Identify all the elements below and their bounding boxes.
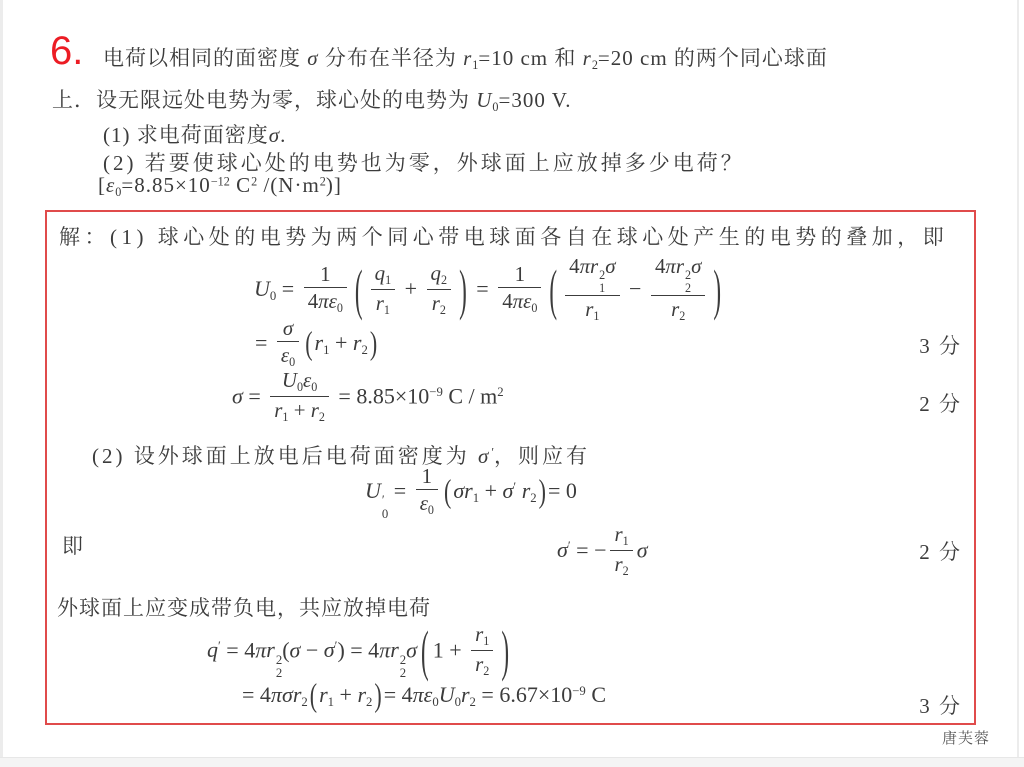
solution-intro: 解：(1) 球心处的电势为两个同心带电球面各自在球心处产生的电势的叠加，即 xyxy=(59,225,949,249)
formula-potential-superposition: $U_0$ = $\frac{1}{4\pi\varepsilon_0}$ ( $\frac{q_1}{r_1}$ + $\frac{q_2}{r_2}$ ) = $\frac{1}{4\pi\varepsilon_0}$ ( 4πr 2 1 σ $r_1$ − 4πr 2 2 σ $r_2$ ) xyxy=(254,254,722,324)
formula-sigma-prime: σ′ = − $\frac{r_1}{r_2}$ σ xyxy=(557,522,648,578)
right-edge-divider xyxy=(1017,0,1019,767)
formula-charge-value: = $4\pi\sigma r_2(r_1 + r_2)= 4\pi\varepsilon_0U_0r_2 = 6.67\times 10^{-9}$ C xyxy=(242,675,606,714)
author-signature: 唐芙蓉 xyxy=(941,731,990,747)
formula-zero-potential: U ′ 0 = $\frac{1}{\varepsilon_0}$ ($\sigma r_1 + \sigma'$ $r_2)= 0$ xyxy=(365,464,577,521)
score-3-first: 3 分 xyxy=(919,334,962,358)
score-3-second: 3 分 xyxy=(919,694,962,718)
problem-number: 6. xyxy=(50,29,84,73)
formula-charge-removed: q′ = 4πr 2 2 (σ − σ′) = 4πr 2 2 σ ( 1 + $\frac{r_1}{r_2}$ ) xyxy=(207,618,510,682)
score-2-second: 2 分 xyxy=(919,540,962,564)
thus-label: 即 xyxy=(62,534,84,558)
constant-note: [$\varepsilon_0=8.85\times 10^{-12}$ $C^2$ $/(N\cdot m^2)$] xyxy=(98,173,342,199)
conclusion-text: 外球面上应变成带负电，共应放掉电荷 xyxy=(57,596,431,620)
solution-box xyxy=(45,210,976,725)
problem-line-1: 电荷以相同的面密度 σ 分布在半径为 $r_1=10$ cm 和 $r_2=20$ cm 的两个同心球面 xyxy=(103,46,828,72)
score-2-first: 2 分 xyxy=(919,392,962,416)
bottom-edge-divider xyxy=(0,757,1024,767)
solution-part2-intro: (2) 设外球面上放电后电荷面密度为 σ′，则应有 xyxy=(92,444,591,468)
formula-sigma-value: σ = $\frac{U_0\varepsilon_0}{r_1 + r_2}$ = $8.85\times 10^{-9}$ C / $m^2$ xyxy=(232,368,504,424)
problem-line-3: (1) 求电荷面密度σ. xyxy=(103,123,287,147)
problem-line-4: (2) 若要使球心处的电势也为零，外球面上应放掉多少电荷？ xyxy=(103,151,745,175)
problem-line-2: 上．设无限远处电势为零，球心处的电势为 $U_0=300$ V. xyxy=(52,88,572,114)
left-edge-divider xyxy=(0,0,3,767)
formula-sigma-sum: = $\frac{\sigma}{\varepsilon_0}$ $(r_1 + r_2)$ xyxy=(255,316,378,369)
